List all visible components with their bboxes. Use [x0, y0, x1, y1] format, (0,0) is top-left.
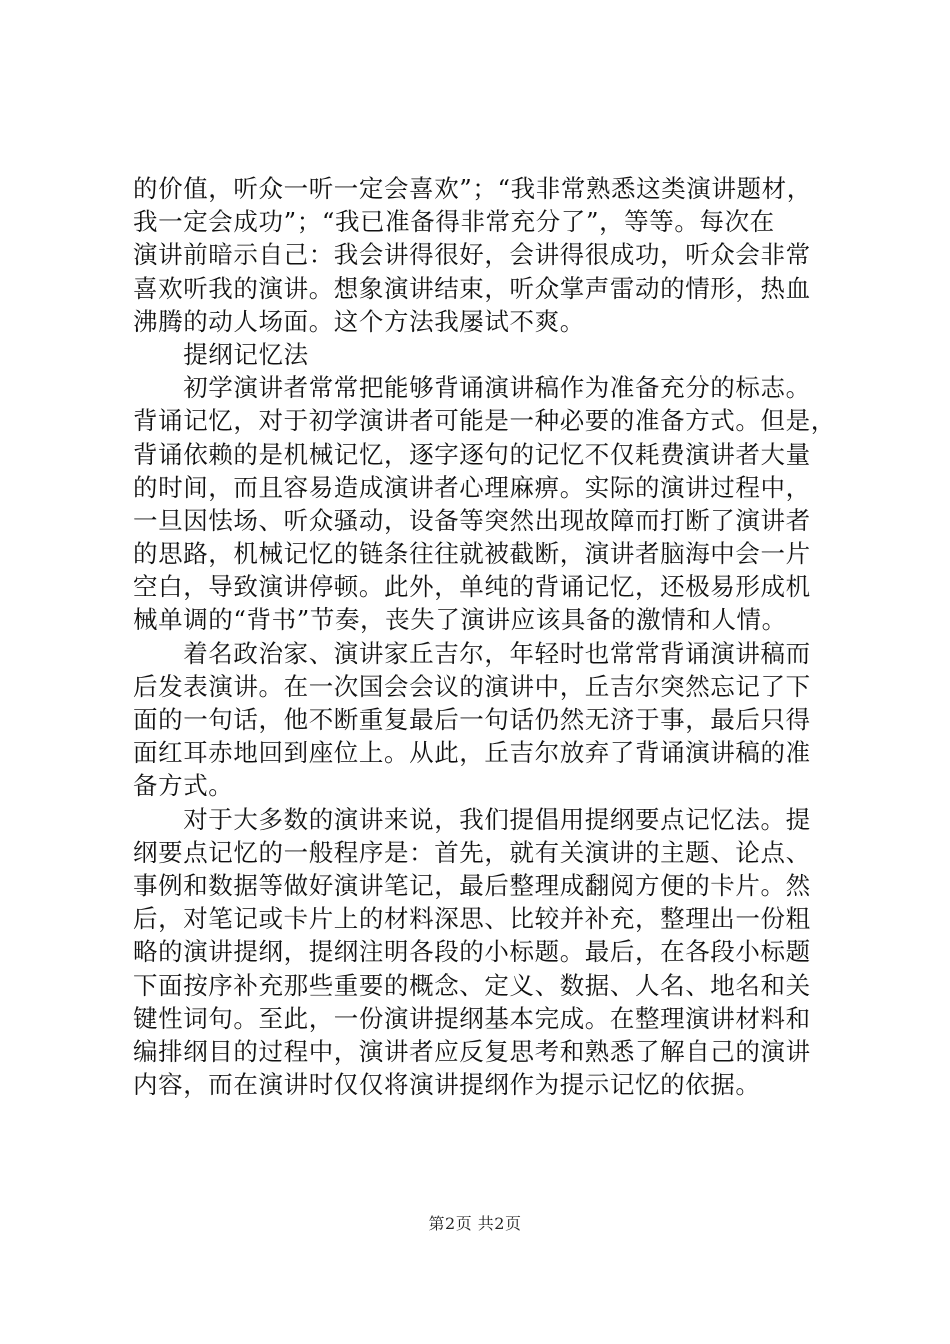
text-line: 编排纲目的过程中，演讲者应反复思考和熟悉了解自己的演讲 [133, 1036, 811, 1066]
text-line: 初学演讲者常常把能够背诵演讲稿作为准备充分的标志。 [133, 373, 811, 403]
text-line: 演讲前暗示自己：我会讲得很好，会讲得很成功，听众会非常 [133, 240, 811, 270]
text-line: 略的演讲提纲，提纲注明各段的小标题。最后，在各段小标题 [133, 937, 811, 967]
text-line: 的价值，听众一听一定会喜欢”；“我非常熟悉这类演讲题材， [133, 174, 812, 203]
text-line: 喜欢听我的演讲。想象演讲结束，听众掌声雷动的情形，热血 [133, 273, 811, 303]
text-line: 的时间，而且容易造成演讲者心理麻痹。实际的演讲过程中， [133, 472, 811, 502]
page-number-footer: 第2页 共2页 [428, 1214, 522, 1233]
text-line: 械单调的“背书”节奏，丧失了演讲应该具备的激情和人情。 [133, 605, 787, 635]
text-line: 键性词句。至此，一份演讲提纲基本完成。在整理演讲材料和 [133, 1003, 811, 1033]
text-line: 后发表演讲。在一次国会会议的演讲中，丘吉尔突然忘记了下 [133, 671, 811, 701]
text-line: 下面按序补充那些重要的概念、定义、数据、人名、地名和关 [133, 970, 811, 1000]
text-line: 面的一句话，他不断重复最后一句话仍然无济于事，最后只得 [133, 705, 811, 734]
text-line: 背诵依赖的是机械记忆，逐字逐句的记忆不仅耗费演讲者大量 [133, 439, 811, 469]
text-line: 后，对笔记或卡片上的材料深思、比较并补充，整理出一份粗 [133, 904, 811, 934]
text-line: 空白，导致演讲停顿。此外，单纯的背诵记忆，还极易形成机 [133, 572, 811, 602]
text-line: 着名政治家、演讲家丘吉尔，年轻时也常常背诵演讲稿而 [133, 638, 811, 668]
text-line: 内容，而在演讲时仅仅将演讲提纲作为提示记忆的依据。 [133, 1070, 761, 1100]
text-line: 一旦因怯场、听众骚动，设备等突然出现故障而打断了演讲者 [133, 505, 811, 535]
text-line: 面红耳赤地回到座位上。从此，丘吉尔放弃了背诵演讲稿的准 [133, 738, 811, 768]
text-line: 对于大多数的演讲来说，我们提倡用提纲要点记忆法。提 [133, 804, 811, 834]
document-body [133, 172, 836, 1101]
text-line: 我一定会成功”；“我已准备得非常充分了”，等等。每次在 [133, 207, 775, 237]
text-line: 纲要点记忆的一般程序是：首先，就有关演讲的主题、论点、 [133, 837, 811, 867]
text-line: 背诵记忆，对于初学演讲者可能是一种必要的准备方式。但是， [133, 406, 836, 436]
text-line: 沸腾的动人场面。这个方法我屡试不爽。 [133, 306, 585, 336]
text-line: 的思路，机械记忆的链条往往就被截断，演讲者脑海中会一片 [133, 539, 811, 569]
text-line: 事例和数据等做好演讲笔记，最后整理成翻阅方便的卡片。然 [133, 870, 811, 900]
text-line: 备方式。 [133, 771, 234, 801]
section-heading: 提纲记忆法 [133, 339, 309, 369]
